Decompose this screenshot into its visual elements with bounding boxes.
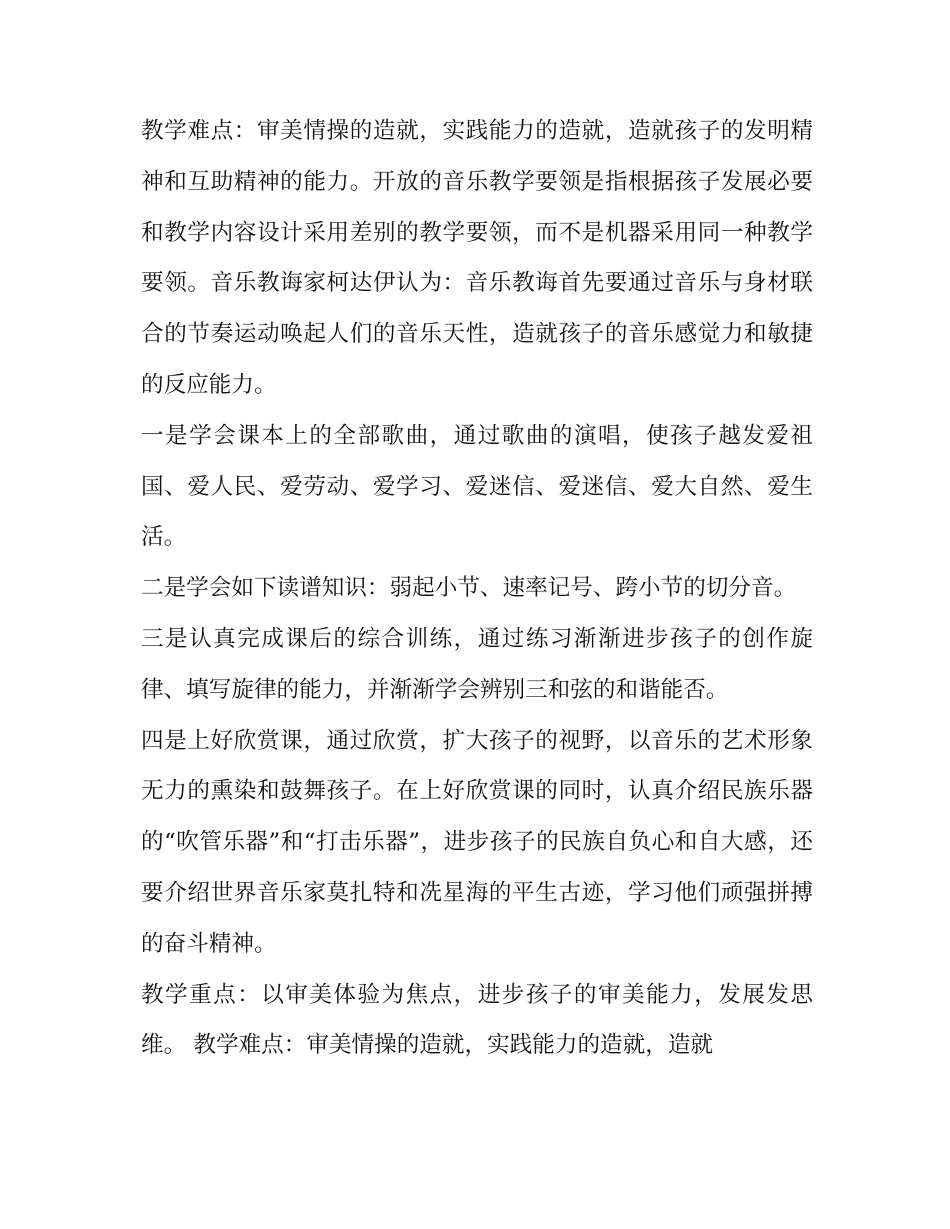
paragraph-goal-one: 一是学会课本上的全部歌曲，通过歌曲的演唱，使孩子越发爱祖国、爱人民、爱劳动、爱学习、爱迷信、爱迷信、爱大自然、爱生活。 xyxy=(141,422,813,551)
paragraph-teaching-focus: 教学重点：以审美体验为焦点，进步孩子的审美能力，发展发思维。 教学难点：审美情操的造就，实践能力的造就，造就 xyxy=(141,981,813,1059)
paragraph-goal-three: 三是认真完成课后的综合训练，通过练习渐渐进步孩子的创作旋律、填写旋律的能力，并渐渐学会辨别三和弦的和谐能否。 xyxy=(141,625,813,703)
paragraph-goal-two: 二是学会如下读谱知识：弱起小节、速率记号、跨小节的切分音。 xyxy=(141,575,797,602)
paragraph-goal-four: 四是上好欣赏课，通过欣赏，扩大孩子的视野，以音乐的艺术形象无力的熏染和鼓舞孩子。在上好欣赏课的同时，认真介绍民族乐器的“吹管乐器”和“打击乐器”，进步孩子的民族自负心和自大感，还要介绍世界音乐家莫扎特和冼星海的平生古迹，学习他们顽强拼搏的奋斗精神。 xyxy=(141,727,813,957)
paragraph-teaching-difficulty: 教学难点：审美情操的造就，实践能力的造就，造就孩子的发明精神和互助精神的能力。开放的音乐教学要领是指根据孩子发展必要和教学内容设计采用差别的教学要领，而不是机器采用同一种教学要领。音乐教诲家柯达伊认为：音乐教诲首先要通过音乐与身材联合的节奏运动唤起人们的音乐天性，造就孩子的音乐感觉力和敏捷的反应能力。 xyxy=(141,118,813,398)
document-body xyxy=(141,106,813,1071)
